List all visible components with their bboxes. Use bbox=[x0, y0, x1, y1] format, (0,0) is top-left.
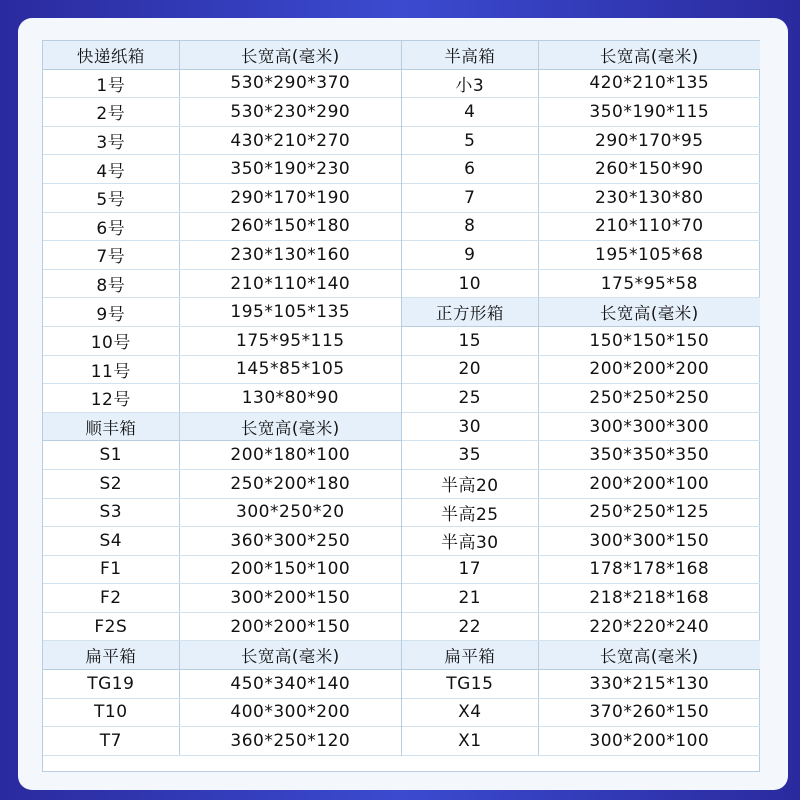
table-row bbox=[43, 384, 401, 413]
dimension-header: 长宽高(毫米) bbox=[240, 647, 340, 667]
box-model-cell: 35 bbox=[402, 441, 539, 469]
section-title: 快递纸箱 bbox=[43, 41, 180, 69]
box-dimension-cell: 350*190*230 bbox=[230, 159, 351, 180]
table-row bbox=[43, 584, 401, 613]
section-title: 半高箱 bbox=[402, 41, 539, 69]
table-row bbox=[43, 184, 401, 213]
box-dimension-cell: 200*150*100 bbox=[230, 559, 351, 580]
table-row bbox=[402, 670, 760, 699]
table-row bbox=[43, 499, 401, 528]
table-row bbox=[43, 241, 401, 270]
box-model-cell: 30 bbox=[402, 413, 539, 441]
box-dimension-cell: 350*350*350 bbox=[589, 445, 710, 466]
table-row bbox=[402, 213, 760, 242]
dimension-header: 长宽高(毫米) bbox=[599, 647, 699, 667]
table-row bbox=[402, 556, 760, 585]
box-model-cell: 6号 bbox=[43, 213, 180, 241]
box-model-cell: 9 bbox=[402, 241, 539, 269]
box-model-cell: S4 bbox=[43, 527, 180, 555]
box-model-cell: TG15 bbox=[402, 670, 539, 698]
box-size-table bbox=[42, 40, 760, 772]
dimension-header: 长宽高(毫米) bbox=[599, 304, 699, 324]
table-row bbox=[402, 584, 760, 613]
table-row bbox=[43, 98, 401, 127]
table-row bbox=[43, 613, 401, 642]
box-model-cell: 11号 bbox=[43, 356, 180, 384]
table-row bbox=[43, 356, 401, 385]
table-row bbox=[402, 527, 760, 556]
box-model-cell: 12号 bbox=[43, 384, 180, 412]
section-header bbox=[402, 41, 760, 70]
table-row bbox=[402, 384, 760, 413]
box-dimension-cell: 300*300*150 bbox=[589, 530, 710, 551]
section-title: 正方形箱 bbox=[402, 298, 539, 326]
box-model-cell: 25 bbox=[402, 384, 539, 412]
table-row bbox=[43, 213, 401, 242]
box-model-cell: 8 bbox=[402, 213, 539, 241]
box-model-cell: 2号 bbox=[43, 98, 180, 126]
box-model-cell: 17 bbox=[402, 556, 539, 584]
section-header bbox=[43, 413, 401, 442]
right-column bbox=[401, 41, 760, 756]
table-row bbox=[43, 470, 401, 499]
box-model-cell: 10 bbox=[402, 270, 539, 298]
box-model-cell: F2 bbox=[43, 584, 180, 612]
box-dimension-cell: 250*200*180 bbox=[230, 473, 351, 494]
table-row bbox=[402, 727, 760, 756]
box-model-cell: F1 bbox=[43, 556, 180, 584]
box-dimension-cell: 300*200*150 bbox=[230, 588, 351, 609]
box-dimension-cell: 230*130*80 bbox=[595, 187, 704, 208]
box-dimension-cell: 178*178*168 bbox=[589, 559, 710, 580]
box-dimension-cell: 360*250*120 bbox=[230, 731, 351, 752]
section-header bbox=[43, 41, 401, 70]
box-model-cell: 5号 bbox=[43, 184, 180, 212]
section-title: 扁平箱 bbox=[402, 641, 539, 669]
box-model-cell: T10 bbox=[43, 699, 180, 727]
box-dimension-cell: 200*200*100 bbox=[589, 473, 710, 494]
box-dimension-cell: 300*250*20 bbox=[236, 502, 345, 523]
box-dimension-cell: 530*230*290 bbox=[230, 101, 351, 122]
box-model-cell: 6 bbox=[402, 155, 539, 183]
dimension-header: 长宽高(毫米) bbox=[240, 418, 340, 438]
section-title: 顺丰箱 bbox=[43, 413, 180, 441]
box-model-cell: F2S bbox=[43, 613, 180, 641]
box-dimension-cell: 420*210*135 bbox=[589, 73, 710, 94]
box-model-cell: 半高30 bbox=[402, 527, 539, 555]
box-dimension-cell: 250*250*250 bbox=[589, 387, 710, 408]
box-dimension-cell: 360*300*250 bbox=[230, 530, 351, 551]
box-dimension-cell: 330*215*130 bbox=[589, 673, 710, 694]
table-row bbox=[402, 699, 760, 728]
box-dimension-cell: 290*170*190 bbox=[230, 187, 351, 208]
box-dimension-cell: 300*200*100 bbox=[589, 731, 710, 752]
box-dimension-cell: 530*290*370 bbox=[230, 73, 351, 94]
box-dimension-cell: 220*220*240 bbox=[589, 616, 710, 637]
dimension-header: 长宽高(毫米) bbox=[599, 46, 699, 66]
box-model-cell: 21 bbox=[402, 584, 539, 612]
box-model-cell: 1号 bbox=[43, 70, 180, 98]
table-row bbox=[402, 127, 760, 156]
box-dimension-cell: 290*170*95 bbox=[595, 130, 704, 151]
box-dimension-cell: 200*180*100 bbox=[230, 445, 351, 466]
table-row bbox=[402, 241, 760, 270]
box-model-cell: 10号 bbox=[43, 327, 180, 355]
table-row bbox=[402, 327, 760, 356]
box-model-cell: 7号 bbox=[43, 241, 180, 269]
table-row bbox=[402, 70, 760, 99]
table-row bbox=[402, 441, 760, 470]
box-model-cell: 半高25 bbox=[402, 499, 539, 527]
box-dimension-cell: 230*130*160 bbox=[230, 244, 351, 265]
box-model-cell: X1 bbox=[402, 727, 539, 755]
box-model-cell: T7 bbox=[43, 727, 180, 755]
box-model-cell: 4 bbox=[402, 98, 539, 126]
box-dimension-cell: 195*105*68 bbox=[595, 244, 704, 265]
section-header bbox=[402, 298, 760, 327]
box-model-cell: 5 bbox=[402, 127, 539, 155]
box-model-cell: X4 bbox=[402, 699, 539, 727]
table-row bbox=[43, 699, 401, 728]
box-model-cell: 小3 bbox=[402, 70, 539, 98]
table-row bbox=[43, 70, 401, 99]
box-model-cell: 半高20 bbox=[402, 470, 539, 498]
table-row bbox=[43, 727, 401, 756]
box-dimension-cell: 430*210*270 bbox=[230, 130, 351, 151]
left-column bbox=[43, 41, 401, 756]
box-dimension-cell: 350*190*115 bbox=[589, 101, 710, 122]
box-dimension-cell: 370*260*150 bbox=[589, 702, 710, 723]
box-dimension-cell: 218*218*168 bbox=[589, 588, 710, 609]
table-row bbox=[402, 413, 760, 442]
box-model-cell: 20 bbox=[402, 356, 539, 384]
box-model-cell: S3 bbox=[43, 499, 180, 527]
table-row bbox=[43, 298, 401, 327]
box-dimension-cell: 200*200*150 bbox=[230, 616, 351, 637]
box-model-cell: 15 bbox=[402, 327, 539, 355]
box-model-cell: S1 bbox=[43, 441, 180, 469]
table-row bbox=[402, 98, 760, 127]
box-dimension-cell: 175*95*115 bbox=[236, 330, 345, 351]
box-dimension-cell: 400*300*200 bbox=[230, 702, 351, 723]
box-dimension-cell: 145*85*105 bbox=[236, 359, 345, 380]
table-row bbox=[402, 470, 760, 499]
box-model-cell: 8号 bbox=[43, 270, 180, 298]
dimension-header: 长宽高(毫米) bbox=[240, 46, 340, 66]
box-model-cell: 4号 bbox=[43, 155, 180, 183]
box-model-cell: 9号 bbox=[43, 298, 180, 326]
table-row bbox=[402, 155, 760, 184]
box-model-cell: 7 bbox=[402, 184, 539, 212]
table-row bbox=[402, 356, 760, 385]
box-dimension-cell: 260*150*180 bbox=[230, 216, 351, 237]
table-row bbox=[402, 270, 760, 299]
box-model-cell: 22 bbox=[402, 613, 539, 641]
table-row bbox=[43, 327, 401, 356]
box-model-cell: S2 bbox=[43, 470, 180, 498]
box-model-cell: TG19 bbox=[43, 670, 180, 698]
box-dimension-cell: 450*340*140 bbox=[230, 673, 351, 694]
box-model-cell: 3号 bbox=[43, 127, 180, 155]
box-dimension-cell: 300*300*300 bbox=[589, 416, 710, 437]
box-dimension-cell: 150*150*150 bbox=[589, 330, 710, 351]
table-row bbox=[402, 613, 760, 642]
table-row bbox=[43, 127, 401, 156]
box-dimension-cell: 175*95*58 bbox=[600, 273, 698, 294]
table-row bbox=[402, 184, 760, 213]
section-header bbox=[402, 641, 760, 670]
box-dimension-cell: 260*150*90 bbox=[595, 159, 704, 180]
box-dimension-cell: 200*200*200 bbox=[589, 359, 710, 380]
section-header bbox=[43, 641, 401, 670]
section-title: 扁平箱 bbox=[43, 641, 180, 669]
box-dimension-cell: 250*250*125 bbox=[589, 502, 710, 523]
table-row bbox=[402, 499, 760, 528]
table-row bbox=[43, 270, 401, 299]
box-dimension-cell: 130*80*90 bbox=[241, 387, 339, 408]
box-dimension-cell: 210*110*70 bbox=[595, 216, 704, 237]
table-row bbox=[43, 441, 401, 470]
table-row bbox=[43, 155, 401, 184]
table-row bbox=[43, 527, 401, 556]
box-dimension-cell: 210*110*140 bbox=[230, 273, 351, 294]
table-row bbox=[43, 670, 401, 699]
table-row bbox=[43, 556, 401, 585]
box-dimension-cell: 195*105*135 bbox=[230, 302, 351, 323]
